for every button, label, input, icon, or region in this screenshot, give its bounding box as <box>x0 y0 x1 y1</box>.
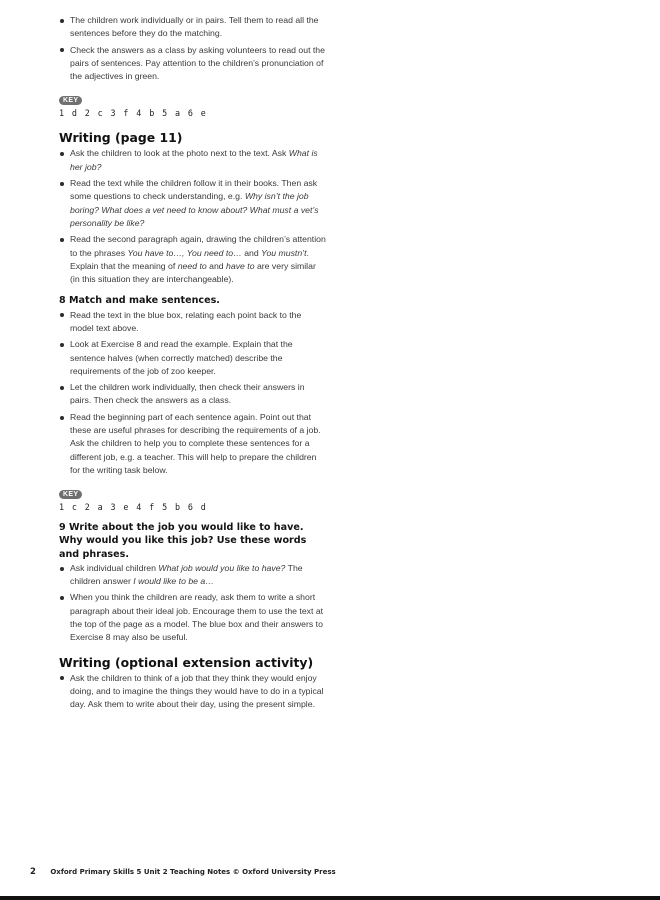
bullet-item: Look at Exercise 8 and read the example. Explain that the sentence halves (when correctly matched) describe the requirements of the job of zoo keeper. <box>59 338 327 378</box>
exercise-9-bullets <box>59 562 327 645</box>
bullet-item: Check the answers as a class by asking volunteers to read out the pairs of sentences. Pay attention to the children’s pronunciation of the adjectives in green. <box>59 44 327 84</box>
extension-bullets <box>59 672 327 712</box>
page-number: 2 <box>30 867 36 877</box>
exercise-8-heading: 8 Match and make sentences. <box>59 295 220 307</box>
key-answers: 1 d 2 c 3 f 4 b 5 a 6 e <box>59 108 207 119</box>
extension-heading: Writing (optional extension activity) <box>59 654 314 670</box>
bullet-item: The children work individually or in pairs. Tell them to read all the sentences before they do the matching. <box>59 14 327 41</box>
bullet-item: Read the beginning part of each sentence again. Point out that these are useful phrases for describing the requirements of a job. Ask the children to help you to complete these sentences for a different job, e.g. a teacher. This will help to prepare the children for the writing task below. <box>59 411 327 477</box>
bullet-item: Ask individual children What job would you like to have? The children answer I would like to be a… <box>59 562 327 589</box>
notes-column <box>59 14 327 715</box>
page-footer <box>30 867 336 877</box>
bullet-item: Read the text while the children follow it in their books. Then ask some questions to check understanding, e.g. Why isn’t the job boring? What does a vet need to know about? What must a vet’s personality be like? <box>59 177 327 230</box>
bullet-item: Read the second paragraph again, drawing the children’s attention to the phrases You have to…, You need to… and You mustn’t. Explain that the meaning of need to and have to are very similar (in this situation they are interchangeable). <box>59 233 327 286</box>
writing-bullets <box>59 147 327 286</box>
bullet-item: Read the text in the blue box, relating each point back to the model text above. <box>59 309 327 336</box>
intro-bullets <box>59 14 327 83</box>
bullet-item: Let the children work individually, then check their answers in pairs. Then check the answers as a class. <box>59 381 327 408</box>
key-answers: 1 c 2 a 3 e 4 f 5 b 6 d <box>59 502 207 513</box>
writing-heading: Writing (page 11) <box>59 130 183 146</box>
bullet-item: Ask the children to think of a job that they think they would enjoy doing, and to imagine the things they would have to do in a typical day. Ask them to write about their day, using the present simple. <box>59 672 327 712</box>
bullet-item: Ask the children to look at the photo next to the text. Ask What is her job? <box>59 147 327 174</box>
key-badge: KEY <box>59 490 82 499</box>
footer-credit: Oxford Primary Skills 5 Unit 2 Teaching Notes © Oxford University Press <box>50 868 336 876</box>
exercise-8-bullets <box>59 309 327 478</box>
page-bottom-rule <box>0 896 660 900</box>
exercise-9-heading: 9 Write about the job you would like to have. Why would you like this job? Use these words and phrases. <box>59 522 307 560</box>
key-badge: KEY <box>59 96 82 105</box>
bullet-item: When you think the children are ready, ask them to write a short paragraph about their ideal job. Encourage them to use the text at the top of the page as a model. The blue box and their answers to Exercise 8 may also be useful. <box>59 591 327 644</box>
